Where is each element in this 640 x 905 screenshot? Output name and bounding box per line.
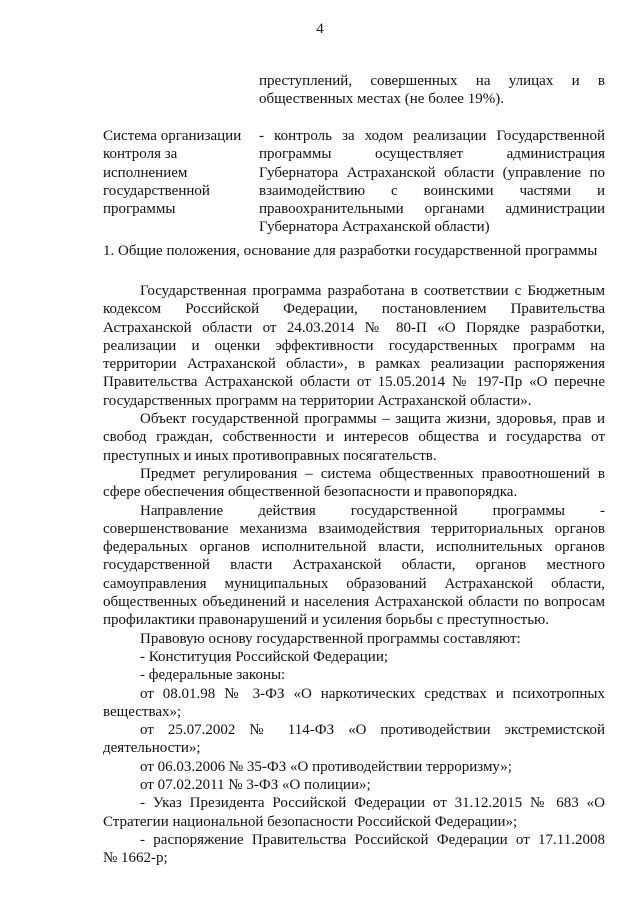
body-line: профилактики правонарушений и усиления борьбы с преступностью. <box>103 612 550 629</box>
text-line: Губернатора Астраханской области (управление по <box>259 164 605 181</box>
body-line: территории Астраханской области», в рамках реализации распоряжения <box>103 356 605 373</box>
body-line: Объект государственной программы – защита жизни, здоровья, прав и <box>140 411 605 428</box>
text-line: преступлений, совершенных на улицах и в <box>259 73 605 89</box>
body-line: совершенствование механизма взаимодействия территориальных органов <box>103 520 605 537</box>
body-line: кодексом Российской Федерации, постановлением Правительства <box>103 301 605 318</box>
body-line: Государственная программа разработана в соответствии с Бюджетным <box>140 283 605 299</box>
body-line: - Конституция Российской Федерации; <box>140 648 389 665</box>
passport-control-row <box>103 127 605 239</box>
body-line: от 07.02.2011 № 3-ФЗ «О полиции»; <box>140 777 371 794</box>
body-line: общественных объединений и населения Астраханской области по вопросам <box>103 594 605 611</box>
body-line: веществах»; <box>103 703 182 720</box>
text-line: общественных местах (не более 19%). <box>259 91 504 108</box>
body-line: от 08.01.98 № 3-ФЗ «О наркотических средствах и психотропных <box>140 685 605 702</box>
text-line: взаимодействию с воинскими частями и <box>259 182 605 199</box>
label-line: исполнением <box>103 164 188 181</box>
control-label <box>103 127 251 218</box>
passport-continuation-row <box>103 72 605 112</box>
body-line: от 06.03.2006 № 35-ФЗ «О противодействии терроризму»; <box>140 758 512 775</box>
body-line: государственной власти Астраханской области, органов местного <box>103 557 605 574</box>
body-line: Правовую основу государственной программы составляют: <box>140 630 521 647</box>
body-line: - федеральные законы: <box>140 667 286 684</box>
text-line: правоохранительными органами администрации <box>259 201 605 218</box>
section-heading: 1. Общие положения, основание для разработки государственной программы <box>103 243 598 259</box>
body-line: от 25.07.2002 № 114-ФЗ «О противодействии экстремистской <box>140 722 605 739</box>
body-line: Правительства Астраханской области от 15.05.2014 № 197-Пр «О перечне <box>103 374 605 391</box>
label-line: программы <box>103 201 176 218</box>
body-line: реализации и оценки эффективности государственных программ на <box>103 337 605 354</box>
document-body <box>103 282 605 868</box>
body-line: свобод граждан, собственности и интересов общества и государства от <box>103 429 605 446</box>
body-line: деятельности»; <box>103 740 201 757</box>
body-line: Стратегии национальной безопасности Российской Федерации»; <box>103 813 518 830</box>
label-line: государственной <box>103 182 210 199</box>
body-line: федеральных органов исполнительной власти, исполнительных органов <box>103 539 605 556</box>
label-line: Система организации <box>103 128 242 144</box>
body-line: - распоряжение Правительства Российской Федерации от 17.11.2008 <box>140 831 605 848</box>
label-line: контроля за <box>103 146 178 163</box>
body-line: № 1662-р; <box>103 850 168 867</box>
body-line: сфере обеспечения общественной безопасности и правопорядка. <box>103 484 518 501</box>
body-line: государственных программ на территории Астраханской области». <box>103 392 532 409</box>
body-line: Направление действия государственной программы - <box>140 502 605 519</box>
text-line: Губернатора Астраханской области) <box>259 219 490 236</box>
body-line: Астраханской области от 24.03.2014 № 80-П «О Порядке разработки, <box>103 319 605 336</box>
body-line: самоуправления муниципальных образований Астраханской области, <box>103 575 605 592</box>
passport-continuation-text <box>259 72 605 109</box>
control-value <box>259 127 605 237</box>
text-line: программы осуществляет администрация <box>259 146 605 163</box>
body-line: преступных и иных противоправных посягательств. <box>103 447 437 464</box>
page-number: 4 <box>316 21 324 37</box>
body-line: - Указ Президента Российской Федерации от 31.12.2015 № 683 «О <box>140 795 605 812</box>
text-line: - контроль за ходом реализации Государственной <box>259 128 605 144</box>
body-line: Предмет регулирования – система общественных правоотношений в <box>140 465 605 482</box>
